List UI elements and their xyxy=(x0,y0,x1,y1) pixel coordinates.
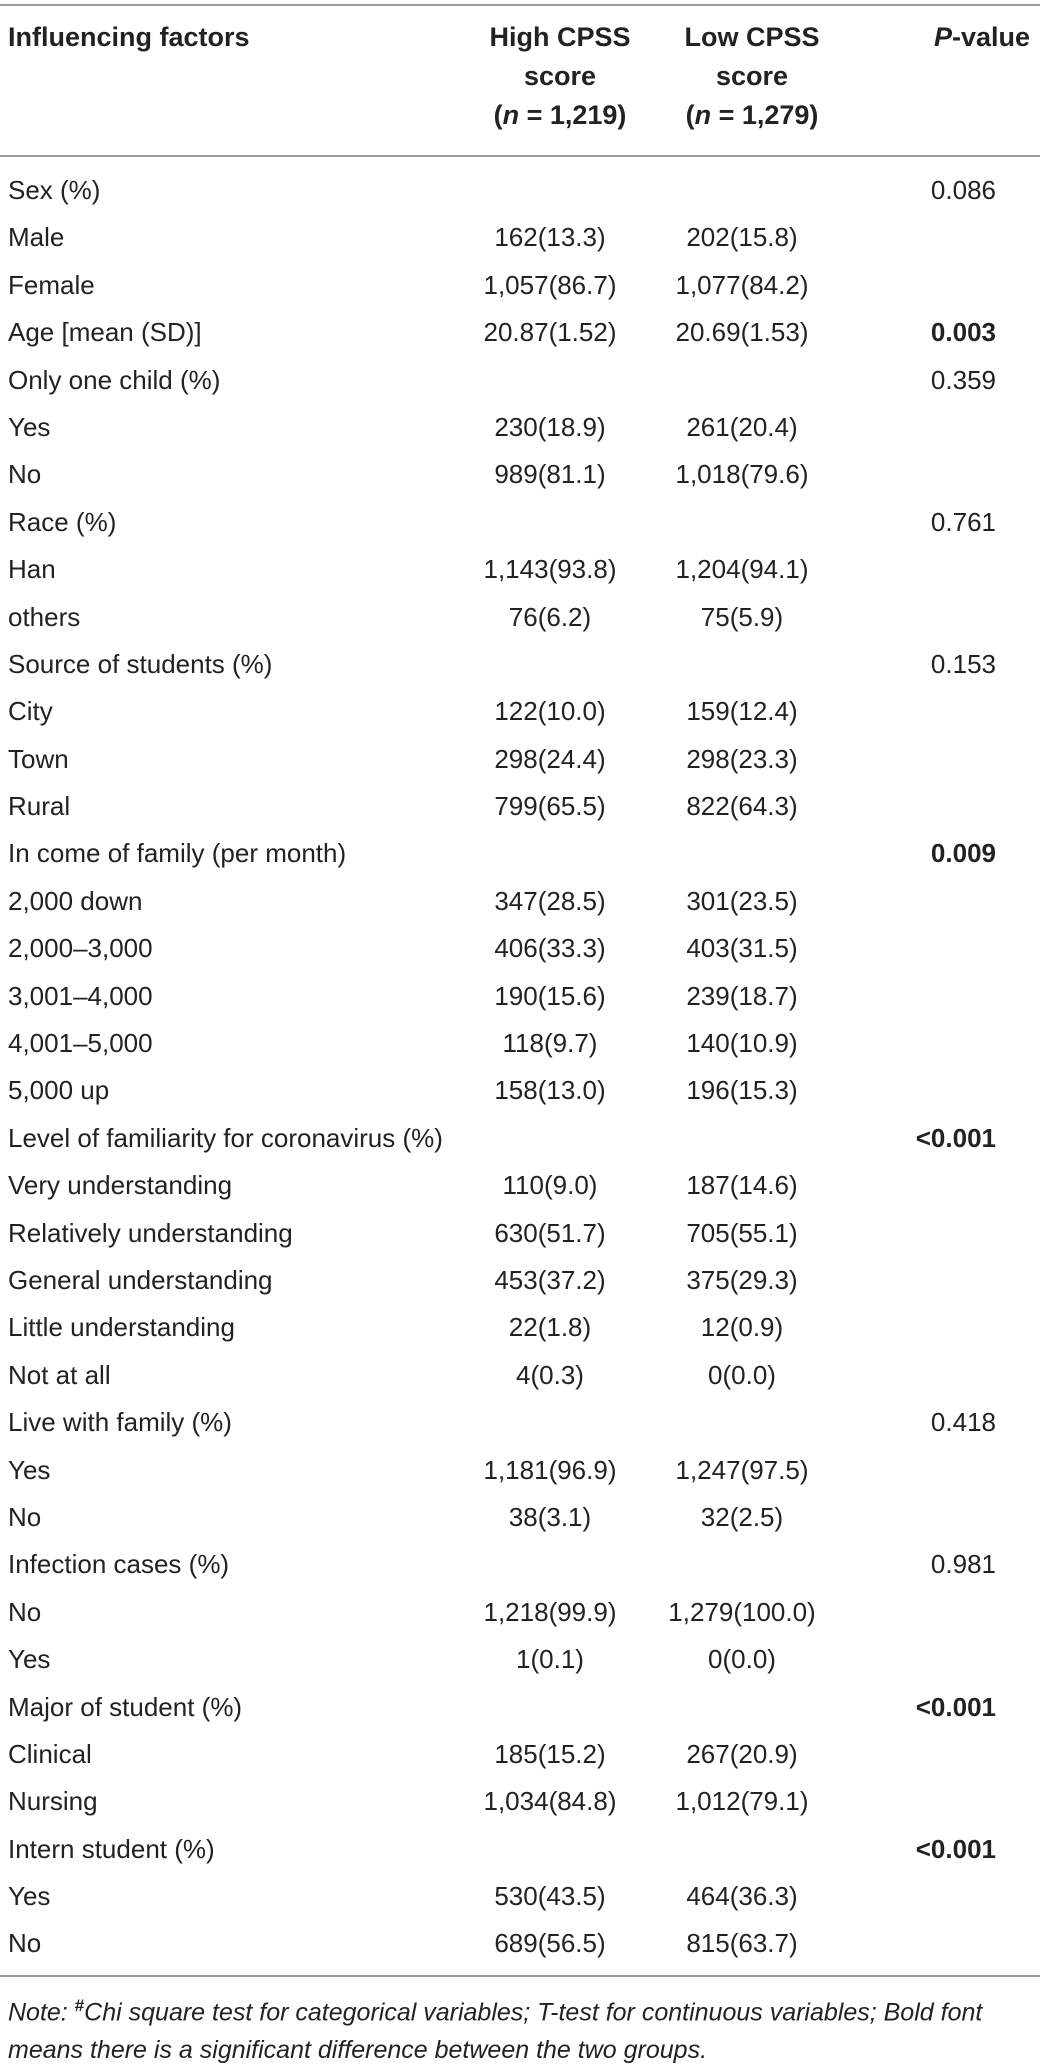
factor-cell: In come of family (per month) xyxy=(8,838,347,869)
p-value-cell: 0.418 xyxy=(930,1407,996,1438)
bottom-rule xyxy=(0,1975,1040,1977)
low-cpss-cell: 159(12.4) xyxy=(686,696,798,727)
high-cpss-cell: 298(24.4) xyxy=(494,743,606,774)
table-row xyxy=(0,736,1040,783)
p-value-cell: <0.001 xyxy=(915,1833,996,1864)
factor-cell: Rural xyxy=(8,791,71,822)
table-row xyxy=(0,546,1040,593)
table-row xyxy=(0,1304,1040,1351)
low-cpss-cell: 267(20.9) xyxy=(686,1738,798,1769)
factor-cell: Race (%) xyxy=(8,506,117,537)
table-row xyxy=(0,1020,1040,1067)
table-row xyxy=(0,1589,1040,1636)
table-row xyxy=(0,1210,1040,1257)
factor-cell: 3,001–4,000 xyxy=(8,980,153,1011)
factor-cell: No xyxy=(8,1596,42,1627)
table-row xyxy=(0,1636,1040,1683)
low-cpss-cell: 0(0.0) xyxy=(708,1644,776,1675)
header-low-cpss xyxy=(652,18,852,135)
factor-cell: General understanding xyxy=(8,1264,273,1295)
low-cpss-cell: 375(29.3) xyxy=(686,1264,798,1295)
low-cpss-cell: 196(15.3) xyxy=(686,1075,798,1106)
high-cpss-cell: 230(18.9) xyxy=(494,411,606,442)
high-cpss-cell: 406(33.3) xyxy=(494,933,606,964)
low-cpss-cell: 75(5.9) xyxy=(700,601,784,632)
factor-cell: Source of students (%) xyxy=(8,648,273,679)
factor-cell: Age [mean (SD)] xyxy=(8,317,202,348)
p-value-cell: 0.359 xyxy=(930,364,996,395)
table-row xyxy=(0,1873,1040,1920)
header-low-line2: score xyxy=(715,61,789,91)
table-row xyxy=(0,262,1040,309)
factor-cell: Relatively understanding xyxy=(8,1217,293,1248)
p-value-cell: 0.153 xyxy=(930,648,996,679)
factor-cell: Yes xyxy=(8,1454,51,1485)
low-cpss-cell: 464(36.3) xyxy=(686,1881,798,1912)
table-row xyxy=(0,1494,1040,1541)
p-value-cell: 0.009 xyxy=(930,838,996,869)
factor-cell: Male xyxy=(8,222,65,253)
factor-cell: 2,000–3,000 xyxy=(8,933,153,964)
p-value-cell: <0.001 xyxy=(915,1122,996,1153)
high-cpss-cell: 689(56.5) xyxy=(494,1928,606,1959)
high-cpss-cell: 162(13.3) xyxy=(494,222,606,253)
table-header xyxy=(0,18,1040,148)
low-cpss-cell: 815(63.7) xyxy=(686,1928,798,1959)
factor-cell: No xyxy=(8,1501,42,1532)
high-cpss-cell: 158(13.0) xyxy=(494,1075,606,1106)
low-cpss-cell: 1,247(97.5) xyxy=(675,1454,809,1485)
p-value-cell: 0.003 xyxy=(930,317,996,348)
table-row xyxy=(0,1352,1040,1399)
low-cpss-cell: 1,204(94.1) xyxy=(675,554,809,585)
high-cpss-cell: 76(6.2) xyxy=(508,601,592,632)
high-cpss-cell: 989(81.1) xyxy=(494,459,606,490)
table-row xyxy=(0,641,1040,688)
factor-cell: Intern student (%) xyxy=(8,1833,215,1864)
header-rule xyxy=(0,155,1040,157)
high-cpss-cell: 185(15.2) xyxy=(494,1738,606,1769)
factor-cell: Female xyxy=(8,269,95,300)
table-row xyxy=(0,1684,1040,1731)
factor-cell: Major of student (%) xyxy=(8,1691,243,1722)
header-high-line1: High CPSS xyxy=(489,22,631,52)
high-cpss-cell: 20.87(1.52) xyxy=(483,317,617,348)
factor-cell: Clinical xyxy=(8,1738,92,1769)
p-value-cell: 0.761 xyxy=(930,506,996,537)
low-cpss-cell: 239(18.7) xyxy=(686,980,798,1011)
table-row xyxy=(0,973,1040,1020)
low-cpss-cell: 12(0.9) xyxy=(700,1312,784,1343)
factor-cell: Very understanding xyxy=(8,1170,233,1201)
high-cpss-cell: 347(28.5) xyxy=(494,885,606,916)
factor-cell: 2,000 down xyxy=(8,885,143,916)
factor-cell: City xyxy=(8,696,53,727)
factor-cell: No xyxy=(8,1928,42,1959)
high-cpss-cell: 1,034(84.8) xyxy=(483,1786,617,1817)
table-row xyxy=(0,1115,1040,1162)
factor-cell: 5,000 up xyxy=(8,1075,110,1106)
table-row xyxy=(0,1067,1040,1114)
low-cpss-cell: 140(10.9) xyxy=(686,1028,798,1059)
factor-cell: Live with family (%) xyxy=(8,1407,232,1438)
factor-cell: Han xyxy=(8,554,56,585)
high-cpss-cell: 4(0.3) xyxy=(516,1359,584,1390)
table-body xyxy=(0,167,1040,1968)
table-row xyxy=(0,1162,1040,1209)
header-high-n: (n = 1,219) xyxy=(493,100,627,130)
high-cpss-cell: 630(51.7) xyxy=(494,1217,606,1248)
factor-cell: Little understanding xyxy=(8,1312,235,1343)
table-row xyxy=(0,214,1040,261)
table-row xyxy=(0,451,1040,498)
table-row xyxy=(0,783,1040,830)
high-cpss-cell: 38(3.1) xyxy=(508,1501,592,1532)
table-row xyxy=(0,1778,1040,1825)
low-cpss-cell: 298(23.3) xyxy=(686,743,798,774)
table-row xyxy=(0,499,1040,546)
header-high-line2: score xyxy=(523,61,597,91)
low-cpss-cell: 1,279(100.0) xyxy=(668,1596,816,1627)
table-row xyxy=(0,688,1040,735)
low-cpss-cell: 1,018(79.6) xyxy=(675,459,809,490)
factor-cell: Yes xyxy=(8,411,51,442)
high-cpss-cell: 122(10.0) xyxy=(494,696,606,727)
high-cpss-cell: 1,143(93.8) xyxy=(483,554,617,585)
header-factors: Influencing factors xyxy=(8,22,250,52)
high-cpss-cell: 453(37.2) xyxy=(494,1264,606,1295)
high-cpss-cell: 190(15.6) xyxy=(494,980,606,1011)
high-cpss-cell: 799(65.5) xyxy=(494,791,606,822)
low-cpss-cell: 822(64.3) xyxy=(686,791,798,822)
table-row xyxy=(0,309,1040,356)
low-cpss-cell: 32(2.5) xyxy=(700,1501,784,1532)
table-row xyxy=(0,1826,1040,1873)
table-row xyxy=(0,878,1040,925)
low-cpss-cell: 0(0.0) xyxy=(708,1359,776,1390)
table-row xyxy=(0,1541,1040,1588)
table-row xyxy=(0,167,1040,214)
high-cpss-cell: 530(43.5) xyxy=(494,1881,606,1912)
factor-cell: Not at all xyxy=(8,1359,111,1390)
p-value-cell: 0.981 xyxy=(930,1549,996,1580)
factor-cell: Only one child (%) xyxy=(8,364,221,395)
table-note: Note: #Chi square test for categorical variables; T-test for continuous variables; Bold font means there is a significant difference between the two groups. xyxy=(8,1996,983,2065)
factor-cell: 4,001–5,000 xyxy=(8,1028,153,1059)
header-high-cpss xyxy=(460,18,660,135)
table-row xyxy=(0,1731,1040,1778)
factor-cell: No xyxy=(8,459,42,490)
high-cpss-cell: 1,218(99.9) xyxy=(483,1596,617,1627)
low-cpss-cell: 20.69(1.53) xyxy=(675,317,809,348)
high-cpss-cell: 1(0.1) xyxy=(516,1644,584,1675)
factor-cell: Town xyxy=(8,743,69,774)
header-low-n: (n = 1,279) xyxy=(685,100,819,130)
low-cpss-cell: 1,012(79.1) xyxy=(675,1786,809,1817)
table-row xyxy=(0,357,1040,404)
p-value-cell: 0.086 xyxy=(930,175,996,205)
factor-cell: Nursing xyxy=(8,1786,98,1817)
high-cpss-cell: 22(1.8) xyxy=(508,1312,592,1343)
table-row xyxy=(0,1447,1040,1494)
table-row xyxy=(0,925,1040,972)
factor-cell: Yes xyxy=(8,1644,51,1675)
low-cpss-cell: 1,077(84.2) xyxy=(675,269,809,300)
top-rule xyxy=(0,4,1040,6)
header-p-value: P-value xyxy=(933,22,1030,52)
table-row xyxy=(0,594,1040,641)
high-cpss-cell: 1,181(96.9) xyxy=(483,1454,617,1485)
high-cpss-cell: 1,057(86.7) xyxy=(483,269,617,300)
table-row xyxy=(0,1920,1040,1967)
high-cpss-cell: 118(9.7) xyxy=(502,1028,598,1059)
table-row xyxy=(0,404,1040,451)
low-cpss-cell: 705(55.1) xyxy=(686,1217,798,1248)
low-cpss-cell: 301(23.5) xyxy=(686,885,798,916)
factor-cell: Yes xyxy=(8,1881,51,1912)
high-cpss-cell: 110(9.0) xyxy=(502,1170,598,1201)
p-value-cell: <0.001 xyxy=(915,1691,996,1722)
factor-cell: Level of familiarity for coronavirus (%) xyxy=(8,1122,443,1153)
table-row xyxy=(0,1257,1040,1304)
low-cpss-cell: 261(20.4) xyxy=(686,411,798,442)
header-low-line1: Low CPSS xyxy=(684,22,820,52)
factor-cell: Sex (%) xyxy=(8,175,101,205)
table-row xyxy=(0,830,1040,877)
factor-cell: others xyxy=(8,601,81,632)
factor-cell: Infection cases (%) xyxy=(8,1549,230,1580)
low-cpss-cell: 403(31.5) xyxy=(686,933,798,964)
low-cpss-cell: 202(15.8) xyxy=(686,222,798,253)
low-cpss-cell: 187(14.6) xyxy=(686,1170,798,1201)
table-row xyxy=(0,1399,1040,1446)
